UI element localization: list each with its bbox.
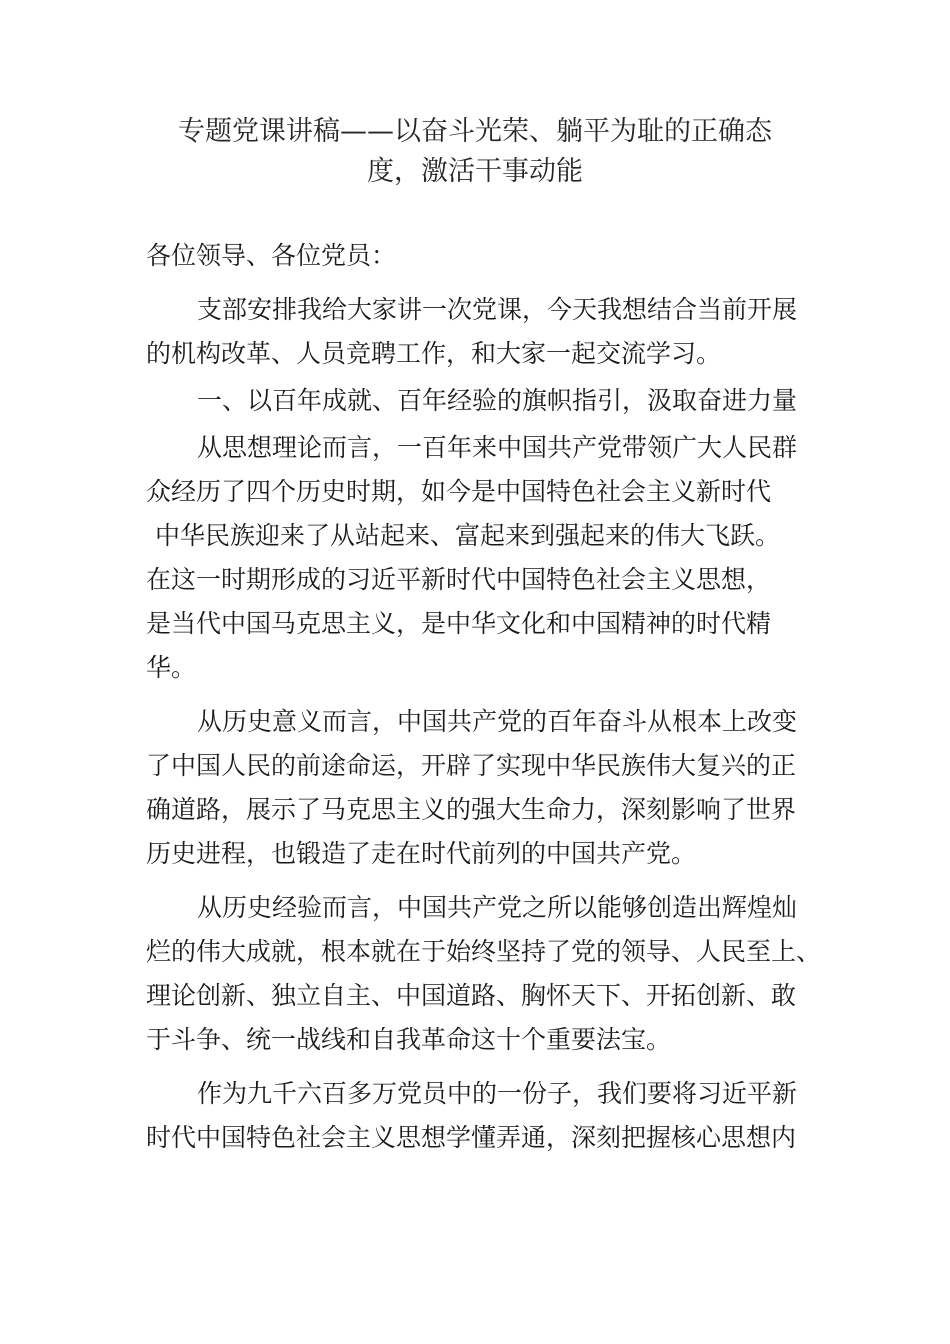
paragraph-line: 从思想理论而言，一百年来中国共产党带领广大人民群 <box>197 433 798 462</box>
paragraph-2 <box>146 426 810 690</box>
salutation: 各位领导、各位党员： <box>146 241 397 270</box>
title-line-1: 专题党课讲稿——以奋斗光荣、躺平为耻的正确态 <box>178 116 772 147</box>
paragraph-3 <box>146 700 810 876</box>
paragraph-line: 历史进程，也锻造了走在时代前列的中国共产党。 <box>146 839 697 868</box>
paragraph-line: 是当代中国马克思主义，是中华文化和中国精神的时代精 <box>146 609 772 638</box>
paragraph-line: 从历史经验而言，中国共产党之所以能够创造出辉煌灿 <box>197 893 798 922</box>
paragraph-line: 支部安排我给大家讲一次党课，今天我想结合当前开展 <box>197 295 798 324</box>
paragraph-line: 作为九千六百多万党员中的一份子，我们要将习近平新 <box>197 1079 798 1108</box>
paragraph-line: 华。 <box>146 653 197 682</box>
paragraph-line: 从历史意义而言，中国共产党的百年奋斗从根本上改变 <box>197 707 798 736</box>
paragraph-line: 理论创新、独立自主、中国道路、胸怀天下、开拓创新、敢 <box>146 981 797 1010</box>
section-heading-1 <box>146 379 810 423</box>
paragraph-line: 在这一时期形成的习近平新时代中国特色社会主义思想， <box>146 565 772 594</box>
paragraph-5 <box>146 1072 810 1160</box>
paragraph-4 <box>146 886 822 1062</box>
paragraph-line: 的机构改革、人员竞聘工作，和大家一起交流学习。 <box>146 339 722 368</box>
paragraph-1 <box>146 288 810 376</box>
paragraph-line: 确道路，展示了马克思主义的强大生命力，深刻影响了世界 <box>146 795 797 824</box>
document-title <box>120 112 830 192</box>
document-body <box>146 234 822 1160</box>
paragraph-line: 于斗争、统一战线和自我革命这十个重要法宝。 <box>146 1025 672 1054</box>
section-heading: 一、以百年成就、百年经验的旗帜指引，汲取奋进力量 <box>197 386 798 415</box>
title-line-2: 度，激活干事动能 <box>367 156 583 187</box>
paragraph-line: 烂的伟大成就，根本就在于始终坚持了党的领导、人民至上、 <box>146 937 822 966</box>
paragraph-line: 众经历了四个历史时期，如今是中国特色社会主义新时代 <box>146 477 772 506</box>
paragraph-line: 时代中国特色社会主义思想学懂弄通，深刻把握核心思想内 <box>146 1123 797 1152</box>
paragraph-line: 了中国人民的前途命运，开辟了实现中华民族伟大复兴的正 <box>146 751 797 780</box>
paragraph-line: 中华民族迎来了从站起来、富起来到强起来的伟大飞跃。 <box>155 521 781 550</box>
